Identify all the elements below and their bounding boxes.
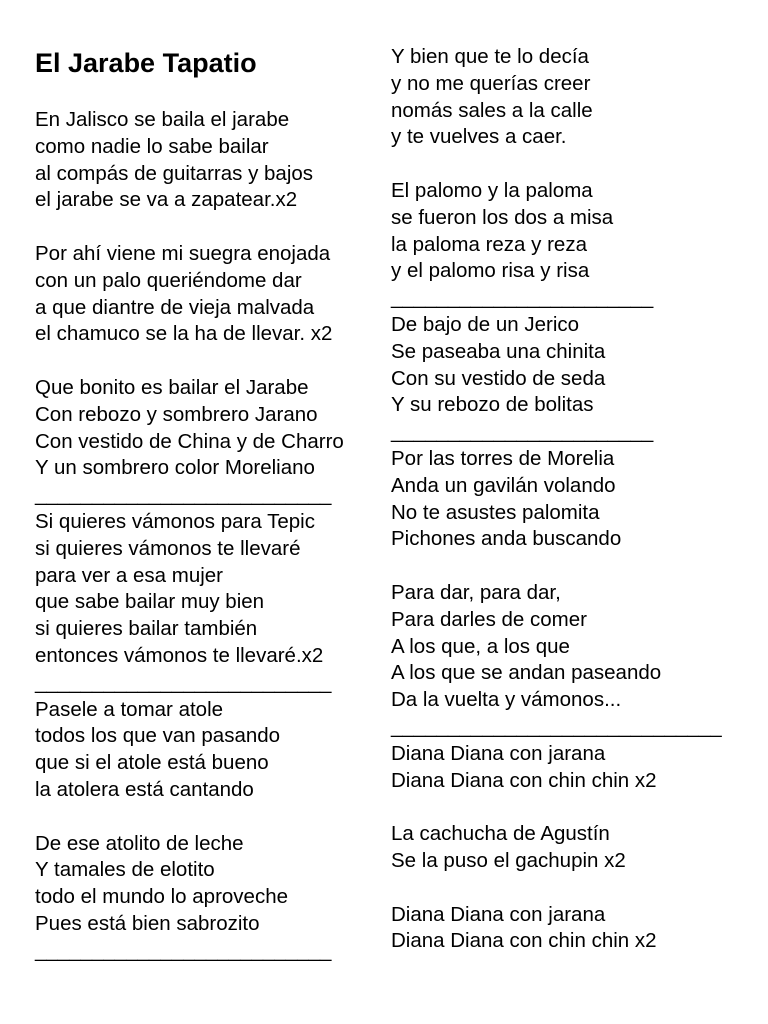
lyric-line: a que diantre de vieja malvada [35, 295, 315, 319]
lyric-line: el chamuco se la ha de llevar. x2 [35, 322, 333, 346]
lyric-line: Con rebozo y sombrero Jarano [35, 402, 318, 426]
lyric-line: No te asustes palomita [391, 500, 600, 524]
separator-line: __________________________ [35, 483, 332, 507]
lyric-line: la atolera está cantando [35, 778, 254, 801]
lyric-line: Que bonito es bailar el Jarabe [35, 376, 309, 399]
lyric-line: Si quieres vámonos para Tepic [35, 510, 315, 533]
lyric-line: para ver a esa mujer [35, 563, 224, 587]
lyric-line: Con su vestido de seda [391, 366, 606, 390]
lyric-line: Y bien que te lo decía [391, 45, 589, 68]
lyric-line: la paloma reza y reza [391, 232, 587, 256]
lyric-line: Por las torres de Morelia [391, 447, 615, 470]
lyric-line: Pues está bien sabrozito [35, 912, 260, 935]
lyric-line: Y su rebozo de bolitas [391, 393, 594, 417]
lyric-line: Pichones anda buscando [391, 527, 622, 551]
separator-line: _______________________ [391, 420, 654, 444]
lyric-line: Da la vuelta y vámonos... [391, 688, 622, 712]
lyric-line: Diana Diana con chin chin x2 [391, 929, 657, 953]
lyric-line: y te vuelves a caer. [391, 125, 567, 149]
lyric-line: Y un sombrero color Moreliano [35, 456, 315, 480]
lyric-line: Con vestido de China y de Charro [35, 429, 344, 453]
lyric-line: todo el mundo lo aproveche [35, 885, 289, 909]
lyric-line: que sabe bailar muy bien [35, 590, 265, 614]
lyric-line: y no me querías creer [391, 71, 591, 95]
lyric-line: si quieres bailar también [35, 617, 258, 641]
lyric-line: En Jalisco se baila el jarabe [35, 108, 290, 131]
lyric-line: Para darles de comer [391, 607, 587, 631]
lyric-line: como nadie lo sabe bailar [35, 134, 269, 158]
lyric-line: De bajo de un Jerico [391, 313, 580, 336]
lyric-line: si quieres vámonos te llevaré [35, 536, 301, 560]
lyric-line: con un palo queriéndome dar [35, 268, 302, 292]
lyric-line: el jarabe se va a zapatear.x2 [35, 188, 298, 212]
lyric-line: Para dar, para dar, [391, 581, 561, 604]
lyric-line: todos los que van pasando [35, 724, 281, 748]
song-title: El Jarabe Tapatio [35, 48, 257, 78]
lyric-line: A los que se andan paseando [391, 661, 662, 685]
lyric-line: Diana Diana con chin chin x2 [391, 768, 657, 792]
separator-line: __________________________ [35, 670, 332, 694]
separator-line: _______________________ [391, 286, 654, 310]
separator-line: _____________________________ [391, 715, 722, 738]
separator-line: __________________________ [35, 938, 332, 962]
lyric-line: y el palomo risa y risa [391, 259, 590, 283]
lyric-line: Anda un gavilán volando [391, 473, 616, 497]
lyric-line: A los que, a los que [391, 634, 570, 658]
lyric-line: La cachucha de Agustín [391, 822, 610, 846]
lyric-line: El palomo y la paloma [391, 179, 593, 202]
lyric-line: Diana Diana con jarana [391, 741, 606, 765]
lyric-line: se fueron los dos a misa [391, 205, 614, 229]
lyric-line: entonces vámonos te llevaré.x2 [35, 644, 324, 667]
lyric-line: nomás sales a la calle [391, 98, 593, 122]
lyric-line: que si el atole está bueno [35, 751, 269, 775]
lyric-line: Se la puso el gachupin x2 [391, 849, 626, 872]
lyric-line: Pasele a tomar atole [35, 697, 224, 721]
lyric-line: Y tamales de elotito [35, 858, 215, 882]
lyric-line: al compás de guitarras y bajos [35, 161, 314, 185]
lyric-line: Diana Diana con jarana [391, 902, 606, 926]
lyric-line: Se paseaba una chinita [391, 339, 606, 363]
lyric-line: Por ahí viene mi suegra enojada [35, 242, 331, 265]
lyric-line: De ese atolito de leche [35, 831, 244, 855]
